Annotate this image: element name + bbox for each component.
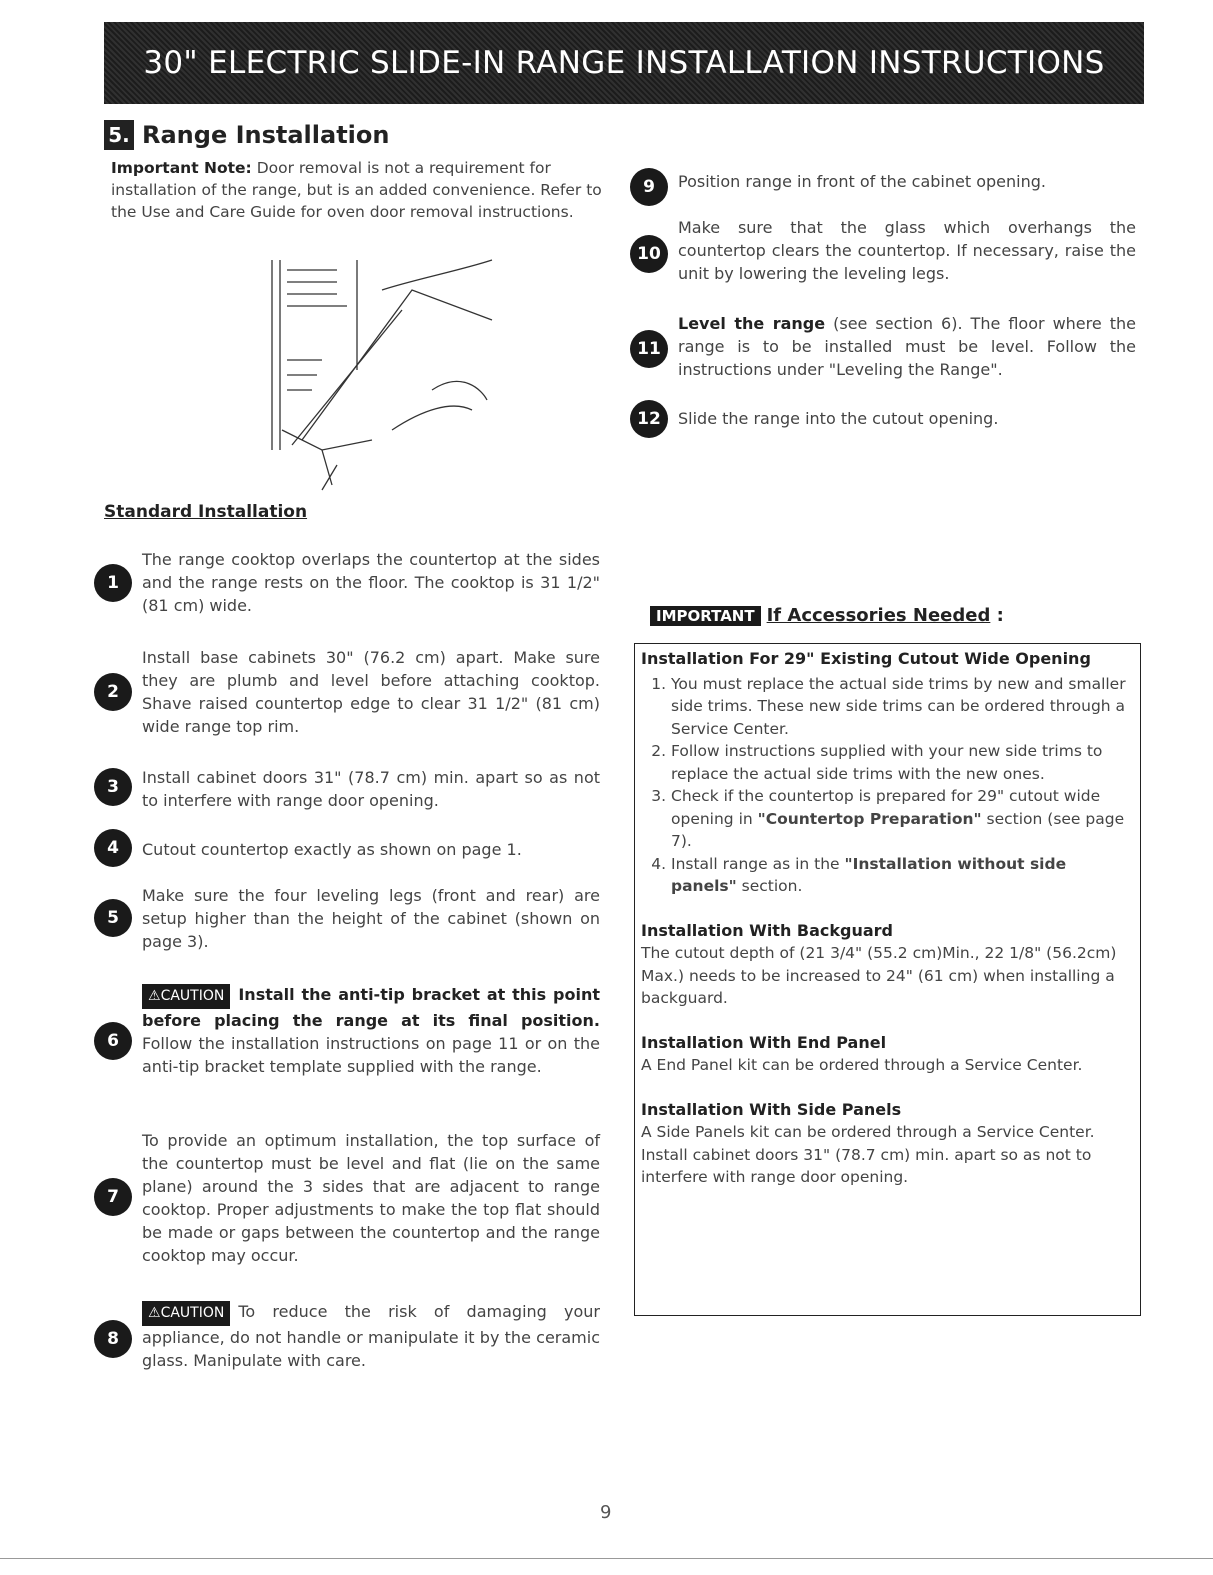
step-11 [678, 312, 1136, 381]
step-text: Install base cabinets 30" (76.2 cm) apart. Make sure they are plumb and level before attaching cooktop. Shave raised countertop edge to clear 31 1/2" (81 cm) wide range top rim. [142, 648, 600, 736]
step-1 [142, 548, 600, 617]
step-8 [142, 1300, 600, 1372]
step-text: The range cooktop overlaps the countertop at the sides and the range rests on the floor. The cooktop is 31 1/2" (81 cm) wide. [142, 550, 600, 615]
step-number-badge: 4 [94, 829, 132, 867]
step-7 [142, 1129, 600, 1267]
accessories-box [634, 643, 1141, 1316]
important-badge: IMPORTANT [650, 606, 761, 626]
side-panels-text-2: Install cabinet doors 31" (78.7 cm) min. apart so as not to interfere with range door opening. [641, 1145, 1092, 1186]
step-text: Position range in front of the cabinet opening. [678, 172, 1046, 191]
cutout-list [641, 673, 1134, 898]
section-number: 5. [104, 120, 134, 150]
caution-badge: ⚠CAUTION [142, 1301, 230, 1326]
step-number-badge: 6 [94, 1022, 132, 1060]
list-item: 3. Check if the countertop is prepared for 29" cutout wide opening in "Countertop Preparation" section (see page 7). [671, 785, 1134, 853]
step-number-badge: 9 [630, 168, 668, 206]
door-removal-illustration [262, 250, 507, 500]
step-5 [142, 884, 600, 953]
backguard-title: Installation With Backguard [641, 920, 894, 940]
header-banner [104, 22, 1144, 104]
step-text: Install cabinet doors 31" (78.7 cm) min. apart so as not to interfere with range door opening. [142, 768, 600, 810]
step-number-badge: 11 [630, 330, 668, 368]
step-text: To reduce the risk of damaging your appliance, do not handle or manipulate it by the ceramic glass. Manipulate with care. [142, 1302, 600, 1370]
step-text: Make sure that the glass which overhangs the countertop clears the countertop. If necessary, raise the unit by lowering the leveling legs. [678, 218, 1136, 283]
caution-badge: ⚠CAUTION [142, 984, 230, 1009]
section-title: Range Installation [142, 121, 390, 149]
end-panel-title: Installation With End Panel [641, 1032, 887, 1052]
backguard-text: The cutout depth of (21 3/4" (55.2 cm)Min., 22 1/8" (56.2cm) Max.) needs to be increased to 24" (61 cm) when installing a backguard. [641, 944, 1117, 1007]
divider [0, 1558, 1213, 1559]
step-3 [142, 766, 600, 812]
page-number: 9 [600, 1502, 612, 1523]
standard-installation-heading: Standard Installation [104, 502, 308, 522]
step-12 [678, 407, 1136, 430]
important-note [111, 157, 606, 223]
step-text: (see section 6). The floor where the range is to be installed must be level. Follow the instructions under "Leveling the Range". [678, 314, 1136, 379]
step-number-badge: 10 [630, 235, 668, 273]
important-note-label: Important Note: [111, 159, 252, 177]
step-text: To provide an optimum installation, the top surface of the countertop must be level and flat (lie on the same plane) around the 3 sides that are adjacent to range cooktop. Proper adjustments to make the top flat should be made or gaps between the countertop and the range cooktop may occur. [142, 1131, 600, 1265]
step-text: Cutout countertop exactly as shown on page 1. [142, 840, 522, 859]
list-item: 1. You must replace the actual side trims by new and smaller side trims. These new side trims can be ordered through a Service Center. [671, 673, 1134, 741]
step-4 [142, 838, 600, 861]
cutout-title: Installation For 29" Existing Cutout Wide Opening [641, 649, 1091, 668]
accessories-heading: IMPORTANT If Accessories Needed : [650, 605, 1004, 626]
step-6 [142, 983, 600, 1078]
step-text: Make sure the four leveling legs (front and rear) are setup higher than the height of the cabinet (shown on page 3). [142, 886, 600, 951]
step-number-badge: 3 [94, 768, 132, 806]
section-heading [104, 120, 389, 150]
step-number-badge: 5 [94, 899, 132, 937]
step-number-badge: 12 [630, 400, 668, 438]
accessories-title: If Accessories Needed [766, 605, 991, 626]
list-item: 4. Install range as in the "Installation without side panels" section. [671, 853, 1134, 898]
step-text: Slide the range into the cutout opening. [678, 409, 999, 428]
step-10 [678, 216, 1136, 285]
step-number-badge: 1 [94, 564, 132, 602]
important-note-text: Door removal is not a requirement for installation of the range, but is an added convenience. Refer to the Use and Care Guide for oven door removal instructions. [111, 159, 602, 221]
list-item: 2. Follow instructions supplied with your new side trims to replace the actual side trims with the new ones. [671, 740, 1134, 785]
step-text: Follow the installation instructions on page 11 or on the anti-tip bracket template supplied with the range. [142, 1034, 600, 1076]
step-number-badge: 2 [94, 673, 132, 711]
side-panels-title: Installation With Side Panels [641, 1099, 902, 1119]
step-bold-text: Install the anti-tip bracket at this point before placing the range at its final position. [142, 985, 600, 1030]
step-number-badge: 7 [94, 1178, 132, 1216]
end-panel-text: A End Panel kit can be ordered through a Service Center. [641, 1056, 1083, 1074]
step-bold-text: Level the range [678, 314, 826, 333]
page-title: 30" ELECTRIC SLIDE-IN RANGE INSTALLATION INSTRUCTIONS [143, 45, 1105, 81]
side-panels-text: A Side Panels kit can be ordered through a Service Center. [641, 1123, 1095, 1141]
step-number-badge: 8 [94, 1320, 132, 1358]
step-9 [678, 170, 1136, 193]
step-2 [142, 646, 600, 738]
